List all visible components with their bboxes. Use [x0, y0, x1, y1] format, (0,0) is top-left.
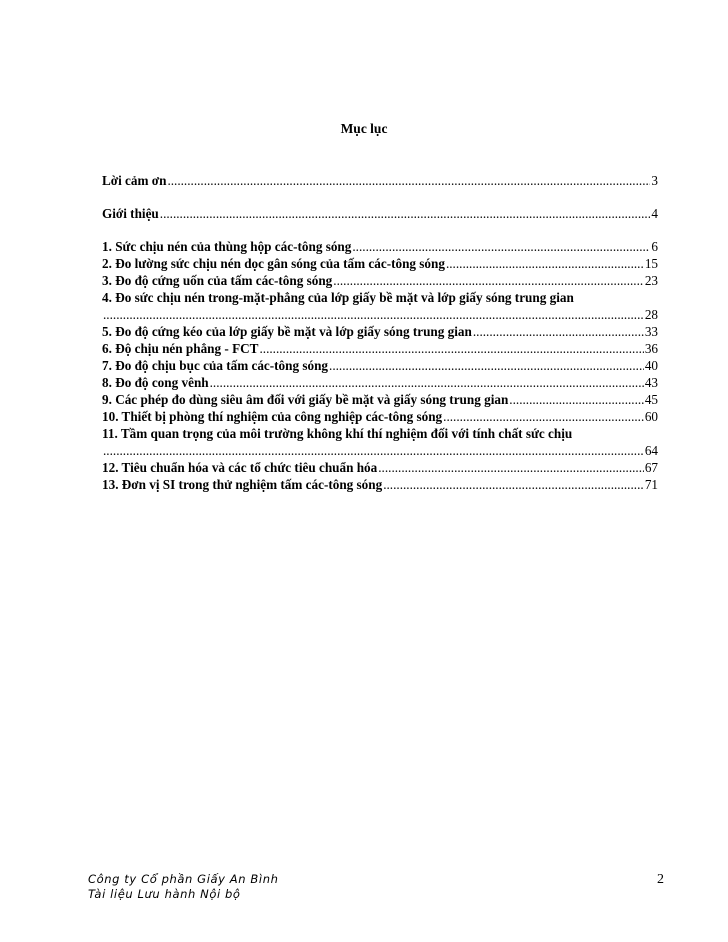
toc-entry-title: 6. Độ chịu nén phẳng - FCT: [102, 341, 259, 356]
toc-dot-leader: [167, 172, 650, 189]
toc-page-number: 15: [644, 256, 658, 271]
toc-dot-leader: [160, 205, 651, 222]
footer-note: Tài liệu Lưu hành Nội bộ: [88, 887, 241, 901]
toc-entry-acknowledgements[interactable]: [102, 172, 658, 189]
toc-entry-title: 2. Đo lường sức chịu nén dọc gân sóng của tấm các-tông sóng: [102, 256, 445, 271]
table-of-contents: [102, 172, 658, 493]
toc-page-number: 23: [644, 273, 658, 288]
toc-dot-leader: [259, 340, 643, 357]
page-footer: [88, 872, 664, 902]
toc-page-number: 28: [644, 307, 658, 322]
toc-entry-12[interactable]: [102, 459, 658, 476]
toc-dot-leader: [378, 459, 644, 476]
toc-entry-title: 13. Đơn vị SI trong thử nghiệm tấm các-tông sóng: [102, 477, 383, 492]
toc-entry-title: 12. Tiêu chuẩn hóa và các tổ chức tiêu chuẩn hóa: [102, 460, 378, 475]
toc-page-number: 67: [644, 460, 658, 475]
toc-entry-title: 4. Đo sức chịu nén trong-mặt-phẳng của lớp giấy bề mặt và lớp giấy sóng trung gian: [102, 290, 574, 305]
toc-entry-title: 3. Đo độ cứng uốn của tấm các-tông sóng: [102, 273, 333, 288]
toc-page-number: 45: [644, 392, 658, 407]
toc-page-number: 40: [644, 358, 658, 373]
toc-dot-leader: [443, 408, 644, 425]
toc-entry-title: 11. Tầm quan trọng của môi trường không khí thí nghiệm đối với tính chất sức chịu: [102, 426, 573, 441]
toc-entry-title: 10. Thiết bị phòng thí nghiệm của công nghiệp các-tông sóng: [102, 409, 443, 424]
toc-entry-9[interactable]: [102, 391, 658, 408]
toc-page-number: 36: [644, 341, 658, 356]
toc-entry-7[interactable]: [102, 357, 658, 374]
page-title: Mục lục: [340, 121, 388, 136]
toc-dot-leader: [352, 238, 650, 255]
toc-entry-13[interactable]: [102, 476, 658, 493]
toc-page-number: 71: [644, 477, 658, 492]
toc-page-number: 4: [651, 206, 658, 221]
toc-page-number: 43: [644, 375, 658, 390]
toc-dot-leader: [333, 272, 644, 289]
toc-entry-title: 7. Đo độ chịu bục của tấm các-tông sóng: [102, 358, 329, 373]
toc-entry-title: Giới thiệu: [102, 206, 159, 221]
toc-page-number: 6: [651, 239, 658, 254]
toc-entry-1[interactable]: [102, 238, 658, 255]
toc-entry-introduction[interactable]: [102, 205, 658, 222]
toc-entry-title: 1. Sức chịu nén của thùng hộp các-tông sóng: [102, 239, 352, 254]
toc-dot-leader: [383, 476, 644, 493]
toc-entry-title: 8. Đo độ cong vênh: [102, 375, 209, 390]
toc-entry-title: 5. Đo độ cứng kéo của lớp giấy bề mặt và lớp giấy sóng trung gian: [102, 324, 472, 339]
toc-entry-8[interactable]: [102, 374, 658, 391]
toc-entry-6[interactable]: [102, 340, 658, 357]
toc-dot-leader: [210, 374, 644, 391]
toc-dot-leader: [473, 323, 644, 340]
toc-dot-leader: [329, 357, 644, 374]
toc-dot-leader: [509, 391, 644, 408]
toc-page-number: 33: [644, 324, 658, 339]
toc-page-number: 3: [651, 173, 658, 188]
toc-entry-title: 9. Các phép đo dùng siêu âm đối với giấy bề mặt và giấy sóng trung gian: [102, 392, 509, 407]
toc-entry-10[interactable]: [102, 408, 658, 425]
toc-dot-leader: [103, 306, 644, 323]
toc-dot-leader: [103, 442, 644, 459]
toc-entry-title: Lời cảm ơn: [102, 173, 167, 188]
toc-dot-leader: [446, 255, 644, 272]
toc-entry-5[interactable]: [102, 323, 658, 340]
footer-company: Công ty Cổ phần Giấy An Bình: [88, 872, 279, 886]
toc-entry-4[interactable]: [102, 289, 658, 323]
toc-entry-11[interactable]: [102, 425, 658, 459]
toc-page-number: 60: [644, 409, 658, 424]
toc-page-number: 64: [644, 443, 658, 458]
footer-page-number: 2: [657, 872, 664, 887]
toc-entry-2[interactable]: [102, 255, 658, 272]
toc-entry-3[interactable]: [102, 272, 658, 289]
